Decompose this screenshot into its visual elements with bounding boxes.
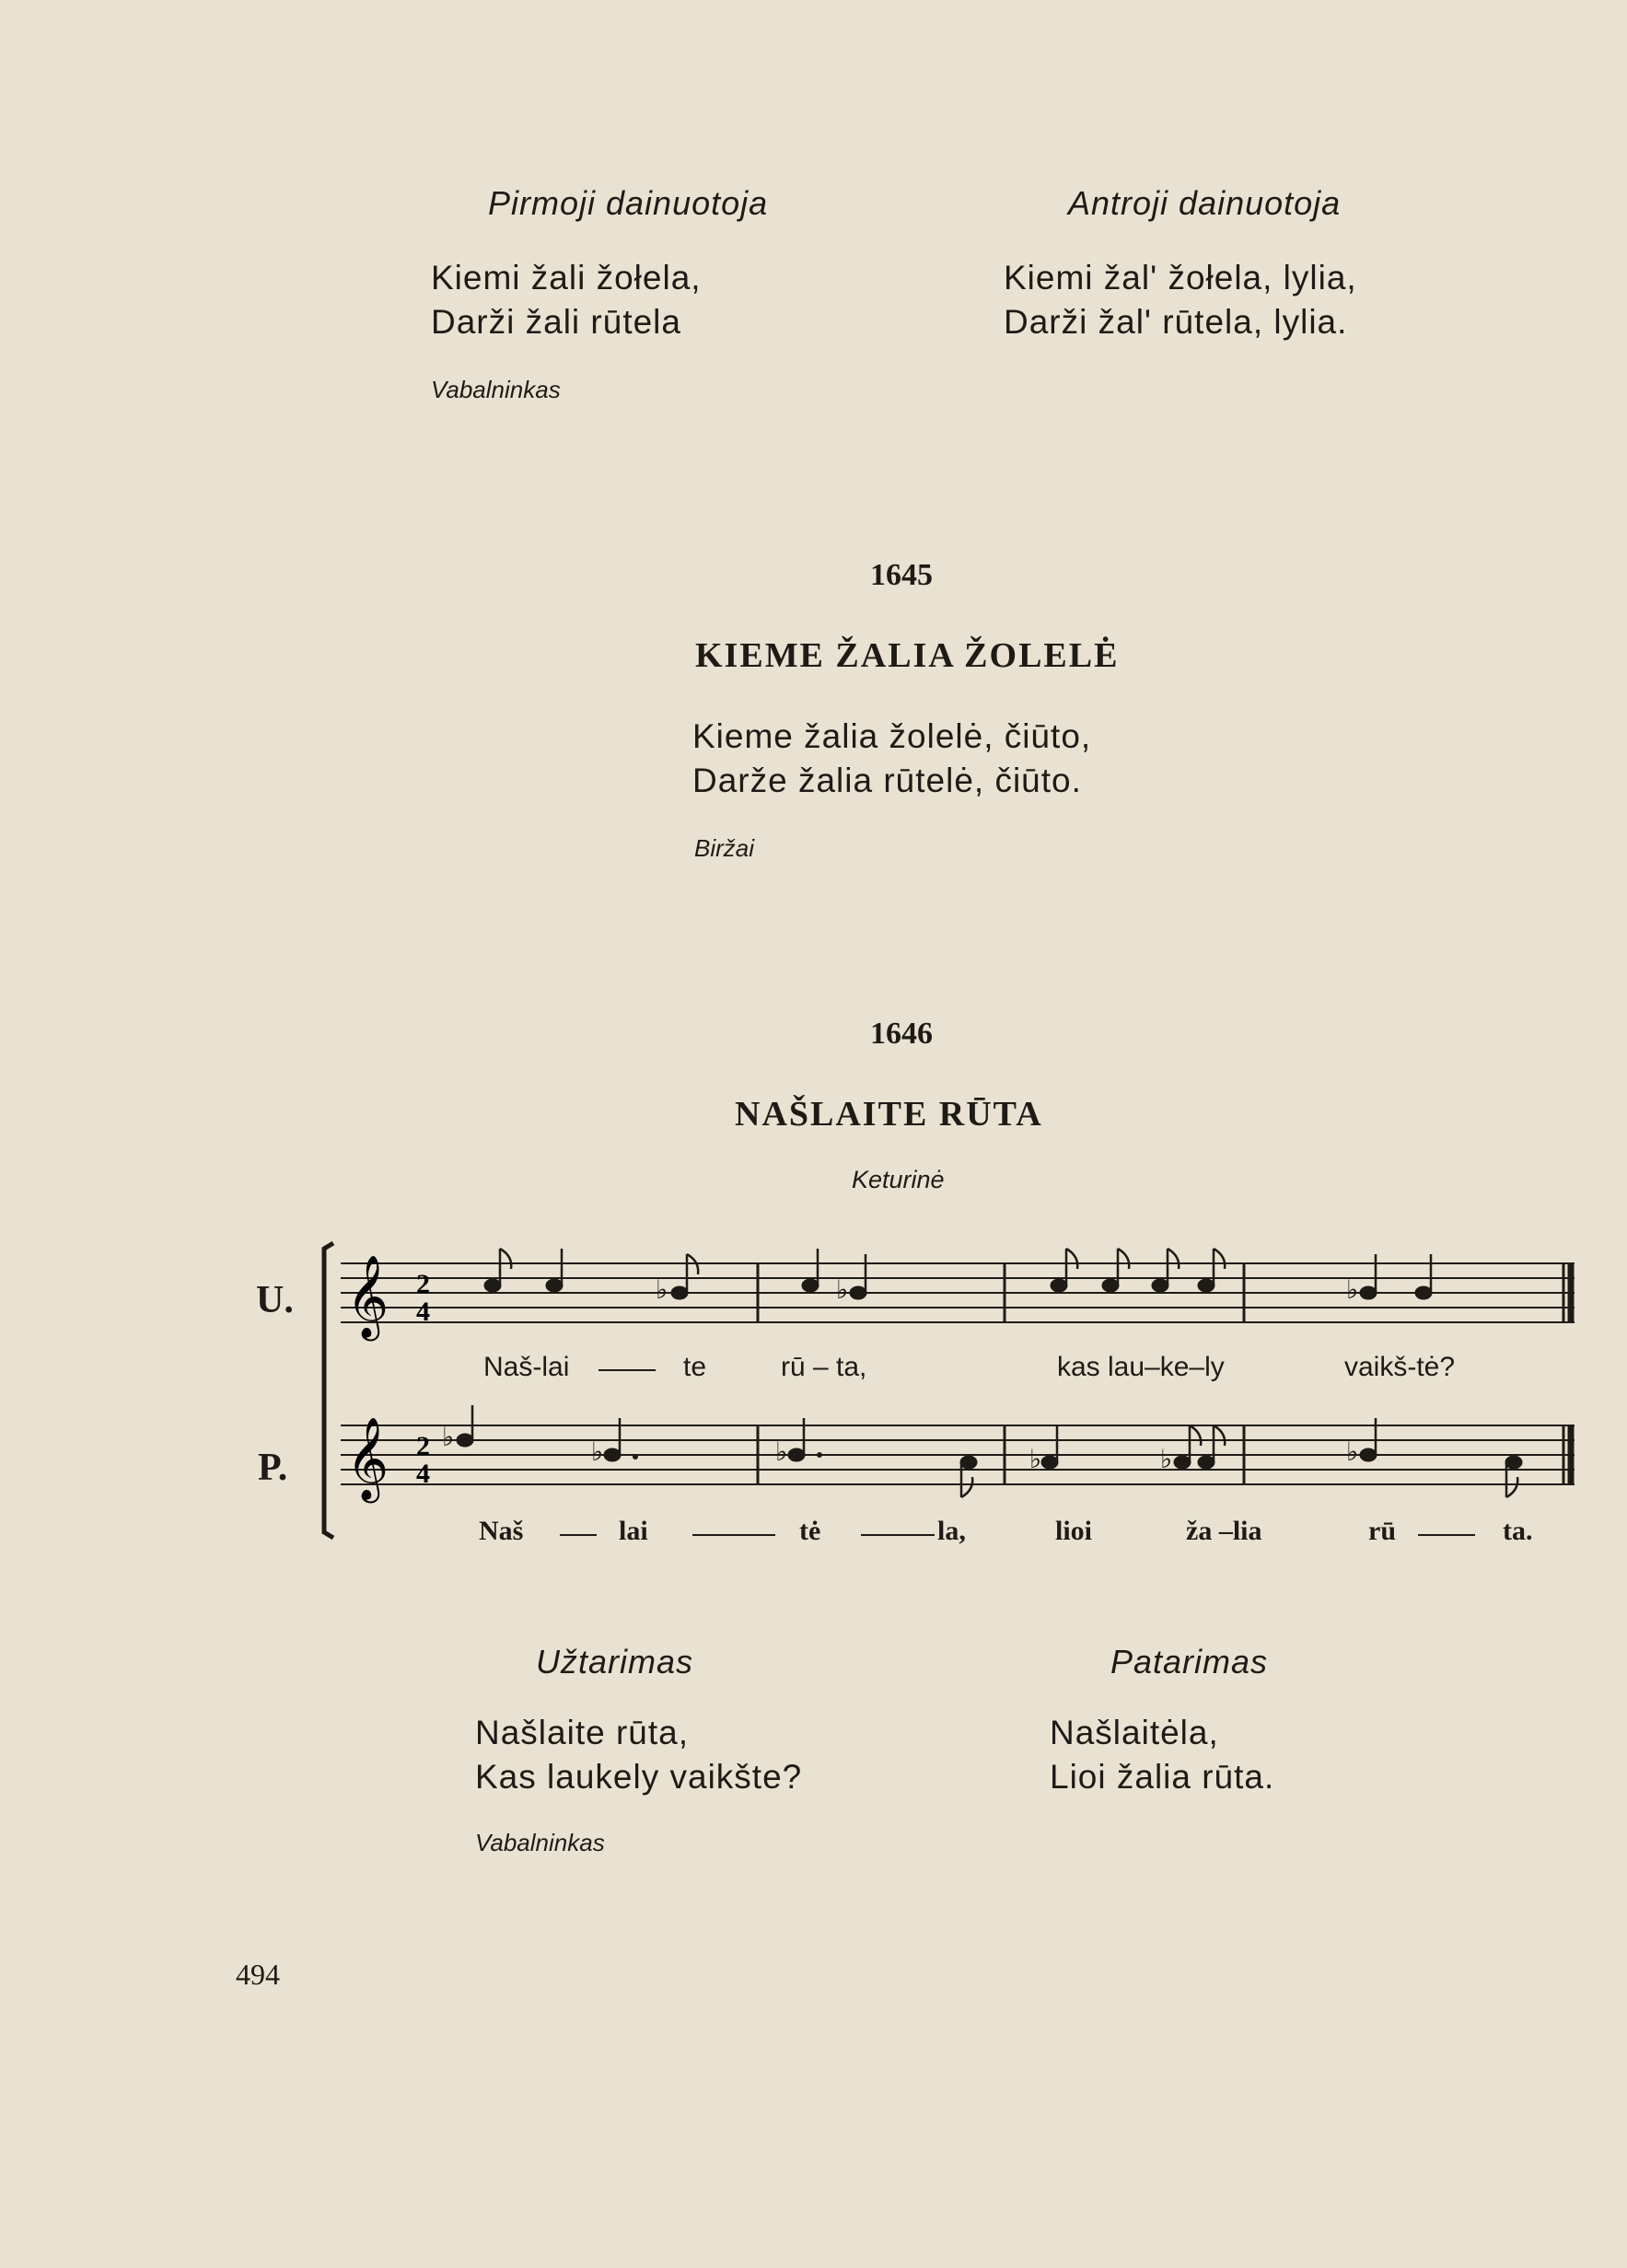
place-name: Vabalninkas [431, 376, 561, 403]
note-head [1505, 1456, 1522, 1469]
extender-line [861, 1534, 935, 1536]
flat-icon: ♭ [775, 1438, 788, 1467]
time-signature-bottom: 4 [416, 1459, 430, 1489]
voice-label-u: U. [256, 1279, 294, 1321]
first-singer-heading: Pirmoji dainuotoja [488, 184, 769, 222]
lyric-line: Našlaitėla, [1050, 1714, 1219, 1751]
note-head [1041, 1456, 1058, 1469]
lyric-syllable: tė [799, 1516, 821, 1546]
lyric-line: Kiemi žali žołela, [431, 259, 702, 297]
note-head [457, 1434, 473, 1447]
lyric-line: Kiemi žal' žołela, lylia, [1004, 259, 1357, 297]
lyric-syllable: rū – ta, [781, 1352, 867, 1382]
note-head [850, 1286, 866, 1299]
lyric-syllable: kas lau–ke–ly [1057, 1352, 1225, 1382]
page-number: 494 [236, 1958, 280, 1991]
lyric-syllable: ta. [1503, 1516, 1533, 1546]
music-score [313, 1225, 1584, 1556]
flat-icon: ♭ [1029, 1446, 1042, 1474]
note-head [546, 1279, 563, 1292]
lyric-syllable: te [683, 1352, 707, 1382]
extender-line [599, 1369, 656, 1371]
note-head [802, 1279, 819, 1292]
extender-line [692, 1534, 775, 1536]
time-signature-top: 2 [416, 1269, 430, 1299]
system-bracket [324, 1243, 333, 1538]
note-head [1152, 1279, 1168, 1292]
dot [818, 1453, 822, 1458]
note-head [1360, 1286, 1377, 1299]
place-name: Vabalninkas [475, 1829, 605, 1856]
refrain-heading: Užtarimas [536, 1643, 694, 1681]
staff-upper [341, 1263, 1575, 1322]
note-head [604, 1448, 621, 1461]
note-head [788, 1448, 805, 1461]
flat-icon: ♭ [1160, 1446, 1173, 1474]
note-head [960, 1456, 977, 1469]
lyric-syllable: lioi [1055, 1516, 1093, 1546]
note-head [484, 1279, 501, 1292]
second-singer-lyrics [1004, 256, 1357, 344]
note-head [1051, 1279, 1067, 1292]
song-subtitle: Keturinė [852, 1166, 945, 1193]
time-signature-bottom: 4 [416, 1297, 430, 1327]
lyric-syllable: lai [619, 1516, 648, 1546]
extender-line [560, 1534, 597, 1536]
flat-icon: ♭ [591, 1438, 604, 1467]
lyric-line: Darži žali rūtela [431, 303, 681, 341]
lyric-syllable: la, [937, 1516, 966, 1546]
voice-label-p: P. [258, 1447, 288, 1489]
treble-clef-icon: 𝄞 [346, 1256, 389, 1336]
lyric-line: Kieme žalia žolelė, čiūto, [692, 717, 1092, 755]
time-signature-top: 2 [416, 1431, 430, 1461]
dot [633, 1455, 638, 1460]
lyric-line: Našlaite rūta, [475, 1714, 689, 1751]
refrain-lyrics [475, 1711, 802, 1799]
note-head [1360, 1448, 1377, 1461]
lyric-syllable: ža –lia [1186, 1516, 1262, 1546]
flat-icon: ♭ [656, 1276, 668, 1305]
flat-icon: ♭ [836, 1276, 849, 1305]
flat-icon: ♭ [1346, 1276, 1359, 1305]
lyric-line: Kas laukely vaikšte? [475, 1758, 803, 1796]
song-number: 1646 [870, 1017, 933, 1051]
note-head [1198, 1456, 1214, 1469]
lyric-line: Darži žal' rūtela, lylia. [1004, 303, 1348, 341]
flat-icon: ♭ [1346, 1438, 1359, 1467]
response-lyrics [1050, 1711, 1274, 1799]
song-lyrics [692, 715, 1091, 803]
flat-icon: ♭ [442, 1424, 455, 1452]
notes-upper [484, 1249, 1432, 1305]
song-title: KIEME ŽALIA ŽOLELĖ [695, 636, 1120, 675]
note-head [671, 1286, 688, 1299]
song-title: NAŠLAITE RŪTA [735, 1095, 1043, 1134]
place-name: Biržai [694, 834, 755, 862]
song-number: 1645 [870, 558, 933, 592]
extender-line [1418, 1534, 1475, 1536]
note-head [1102, 1279, 1119, 1292]
second-singer-heading: Antroji dainuotoja [1068, 184, 1342, 222]
note-head [1198, 1279, 1214, 1292]
lyric-syllable: rū [1368, 1516, 1396, 1546]
first-singer-lyrics [431, 256, 702, 344]
lyric-syllable: Naš [479, 1516, 524, 1546]
lyric-syllable: vaikš-tė? [1344, 1352, 1456, 1382]
lyric-line: Lioi žalia rūta. [1050, 1758, 1275, 1796]
lyric-line: Darže žalia rūtelė, čiūto. [692, 762, 1082, 799]
lyric-syllable: Naš-lai [483, 1352, 570, 1382]
response-heading: Patarimas [1110, 1643, 1269, 1681]
staff-lower [341, 1425, 1575, 1484]
note-head [1174, 1456, 1191, 1469]
note-head [1415, 1286, 1432, 1299]
treble-clef-icon: 𝄞 [346, 1418, 389, 1498]
